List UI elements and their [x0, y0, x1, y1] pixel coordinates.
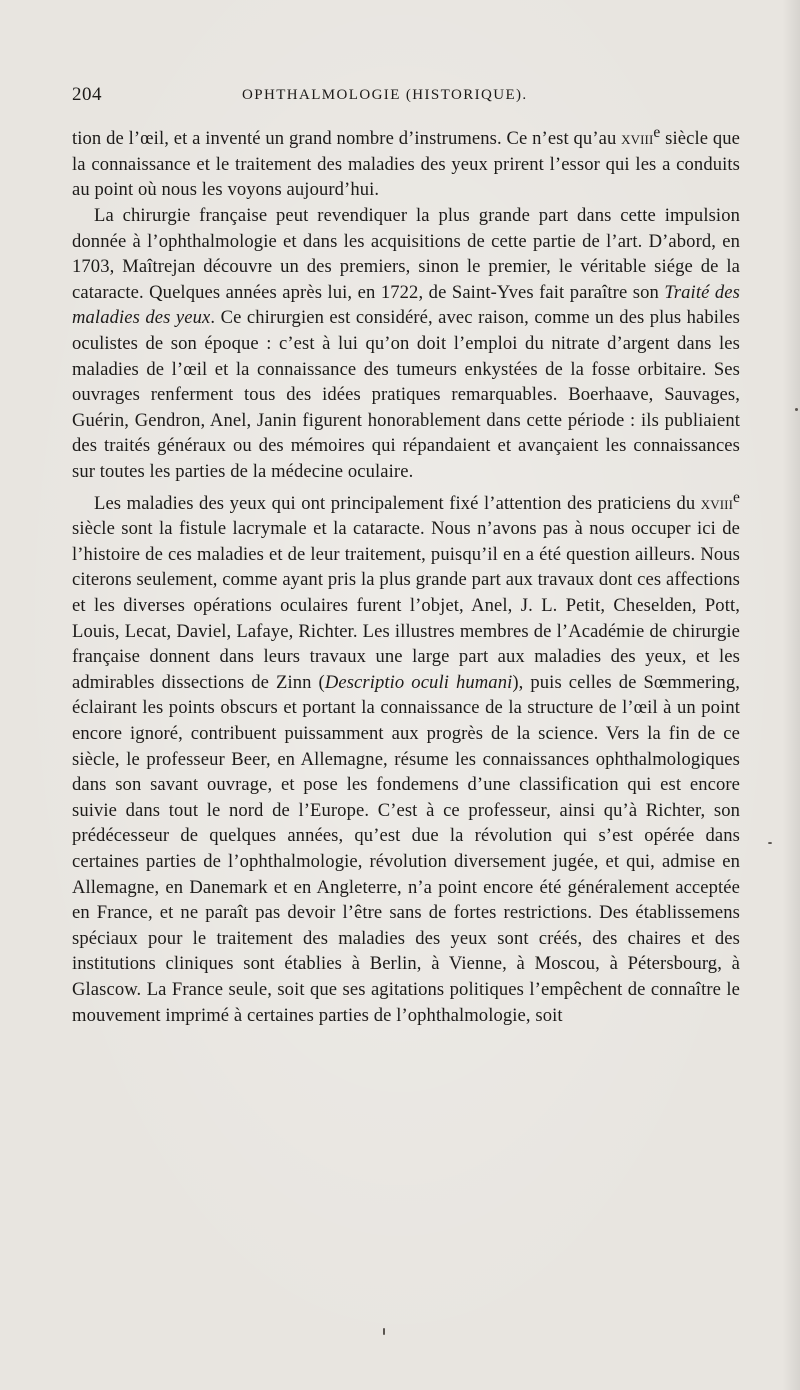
century-numeral: xviii [621, 128, 654, 150]
page-number: 204 [72, 84, 102, 105]
paragraph-3-part-a: Les maladies des yeux qui ont principalement fixé l’attention des praticiens du [94, 492, 701, 514]
paragraph-2-part-a: La chirurgie française peut revendiquer la plus grande part dans cette impulsion donnée à l’ophthalmologie et dans les acquisitions de cette partie de l’art. D’abord, en 1703, Maîtrejan découvre un des premiers, sinon le premier, le véritable siége de la cataracte. Quelques années après lui, en 1722, de Saint-Yves fait paraître son [72, 204, 740, 303]
century-numeral: xviii [700, 492, 734, 514]
ink-speck [383, 1328, 385, 1335]
paragraph-2 [72, 203, 740, 485]
page-header [72, 84, 740, 114]
paragraph-1-part-a: tion de l’œil, et a inventé un grand nombre d’instrumens. Ce n’est qu’au [72, 128, 622, 150]
ink-speck [768, 842, 772, 844]
page-edge-shadow [782, 0, 800, 1390]
ink-speck [795, 408, 798, 411]
century-superscript: e [653, 124, 661, 141]
book-title-traite: Traité des maladies des yeux [72, 281, 740, 329]
paragraph-2-part-b: . Ce chirurgien est considéré, avec raison, comme un des plus habiles oculistes de son époque : c’est à lui qu’on doit l’emploi du nitrate d’argent dans les maladies de l’œil et la connaissance des tumeurs enkystées de la fosse orbitaire. Ses ouvrages renferment tous des idées pratiques remarquables. Boerhaave, Sauvages, Guérin, Gendron, Anel, Janin figurent honorablement dans cette période : ils publiaient des traités généraux ou des mémoires qui répandaient et avançaient les connaissances sur toutes les parties de la médecine oculaire. [72, 307, 740, 482]
body-text [72, 120, 740, 1028]
century-superscript: e [733, 488, 740, 506]
paragraph-1 [72, 120, 740, 203]
running-head: OPHTHALMOLOGIE (HISTORIQUE). [242, 87, 528, 103]
paragraph-3 [72, 485, 740, 1029]
paragraph-1-part-b: siècle que la connaissance et le traitement des maladies des yeux prirent l’essor qui les a conduits au point où nous les voyons aujourd’hui. [72, 128, 740, 201]
book-title-descriptio: Descriptio oculi humani [324, 671, 513, 693]
paragraph-3-part-b: siècle sont la fistule lacrymale et la cataracte. Nous n’avons pas à nous occuper ici de l’histoire de ces maladies et de leur traitement, puisqu’il en a été question ailleurs. Nous citerons seulement, comme ayant pris la plus grande part aux travaux dont ces affections et les diverses opérations oculaires furent l’objet, Anel, J. L. Petit, Cheselden, Pott, Louis, Lecat, Daviel, Lafaye, Richter. Les illustres membres de l’Académie de chirurgie française donnent dans leurs travaux une large part aux maladies des yeux, et les admirables dissections de Zinn ( [72, 518, 740, 693]
paragraph-3-part-c: ), puis celles de Sœmmering, éclairant les points obscurs et portant la connaissance de la structure de l’œil à un point encore ignoré, contribuent puissamment aux progrès de la science. Vers la fin de ce siècle, le professeur Beer, en Allemagne, résume les connaissances ophthalmologiques dans son savant ouvrage, et pose les fondemens d’une classification qui est encore suivie dans tout le nord de l’Europe. C’est à ce professeur, ainsi qu’à Richter, son prédécesseur de quelques années, qu’est due la révolution qui s’est opérée dans certaines parties de l’ophthalmologie, révolution diversement jugée, et qui, admise en Allemagne, en Danemark et en Angleterre, n’a point encore été généralement acceptée en France, et ne paraît pas devoir l’être sans de fortes restrictions. Des établissemens spéciaux pour le traitement des maladies des yeux sont créés, des chaires et des institutions cliniques sont établies à Berlin, à Vienne, à Moscou, à Pétersbourg, à Glascow. La France seule, soit que ses agitations politiques l’empêchent de connaître le mouvement imprimé à certaines parties de l’ophthalmologie, soit [72, 671, 740, 1026]
